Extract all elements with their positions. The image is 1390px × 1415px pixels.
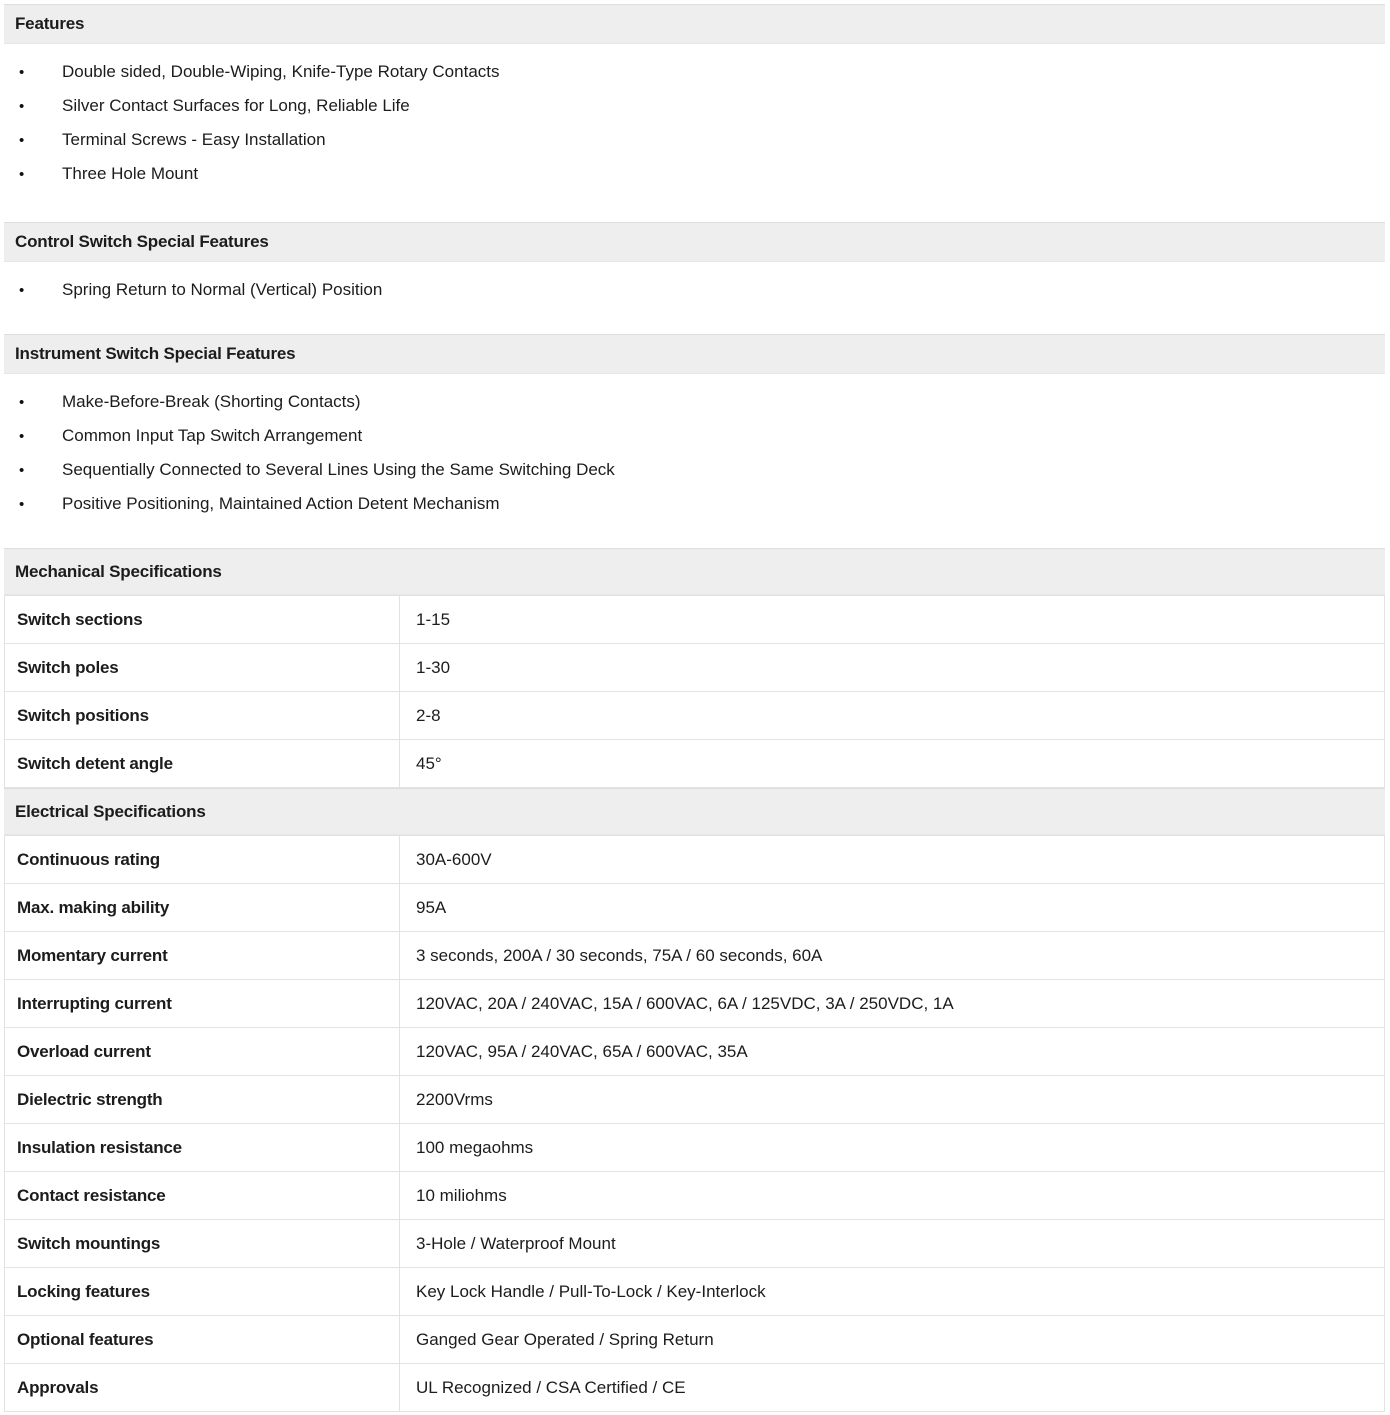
control-switch-list bbox=[4, 262, 1385, 307]
section-header-features bbox=[4, 4, 1385, 44]
table-row bbox=[5, 980, 1385, 1028]
spec-value: 2200Vrms bbox=[400, 1076, 1385, 1124]
table-row bbox=[5, 1220, 1385, 1268]
table-row bbox=[5, 1124, 1385, 1172]
table-row bbox=[5, 932, 1385, 980]
table-row bbox=[5, 884, 1385, 932]
list-item-text: Three Hole Mount bbox=[62, 164, 199, 183]
spec-value: 3 seconds, 200A / 30 seconds, 75A / 60 seconds, 60A bbox=[400, 932, 1385, 980]
spacer bbox=[4, 521, 1385, 548]
table-row bbox=[5, 1172, 1385, 1220]
spec-label: Locking features bbox=[5, 1268, 400, 1316]
list-item-text: Double sided, Double-Wiping, Knife-Type Rotary Contacts bbox=[62, 62, 500, 81]
instrument-switch-list bbox=[4, 374, 1385, 521]
bullet-icon: • bbox=[19, 131, 25, 149]
spec-value: 95A bbox=[400, 884, 1385, 932]
list-item bbox=[4, 453, 1385, 487]
bullet-icon: • bbox=[19, 97, 25, 115]
spec-label: Contact resistance bbox=[5, 1172, 400, 1220]
list-item bbox=[4, 487, 1385, 521]
spec-label: Continuous rating bbox=[5, 836, 400, 884]
bullet-icon: • bbox=[19, 281, 25, 299]
spec-value: Ganged Gear Operated / Spring Return bbox=[400, 1316, 1385, 1364]
section-title: Features bbox=[15, 14, 85, 33]
section-header-control-switch bbox=[4, 222, 1385, 262]
table-row bbox=[5, 596, 1385, 644]
electrical-specs-table bbox=[4, 835, 1385, 1412]
spec-label: Interrupting current bbox=[5, 980, 400, 1028]
spec-value: 1-30 bbox=[400, 644, 1385, 692]
table-row bbox=[5, 1268, 1385, 1316]
list-item-text: Positive Positioning, Maintained Action Detent Mechanism bbox=[62, 494, 500, 513]
list-item bbox=[4, 419, 1385, 453]
spec-value: 120VAC, 95A / 240VAC, 65A / 600VAC, 35A bbox=[400, 1028, 1385, 1076]
spec-label: Switch mountings bbox=[5, 1220, 400, 1268]
table-row bbox=[5, 1028, 1385, 1076]
spacer bbox=[4, 307, 1385, 334]
spacer bbox=[4, 191, 1385, 222]
spec-label: Switch detent angle bbox=[5, 740, 400, 788]
spec-value: 2-8 bbox=[400, 692, 1385, 740]
section-title: Mechanical Specifications bbox=[15, 561, 222, 581]
section-features bbox=[4, 4, 1385, 222]
section-header-mechanical-specs bbox=[4, 548, 1385, 595]
spec-value: Key Lock Handle / Pull-To-Lock / Key-Interlock bbox=[400, 1268, 1385, 1316]
spec-label: Switch sections bbox=[5, 596, 400, 644]
table-row bbox=[5, 1076, 1385, 1124]
list-item-text: Terminal Screws - Easy Installation bbox=[62, 130, 326, 149]
list-item-text: Sequentially Connected to Several Lines Using the Same Switching Deck bbox=[62, 460, 615, 479]
list-item-text: Common Input Tap Switch Arrangement bbox=[62, 426, 363, 445]
spec-label: Switch positions bbox=[5, 692, 400, 740]
section-electrical-specs bbox=[4, 788, 1385, 1412]
bullet-icon: • bbox=[19, 495, 25, 513]
list-item-text: Spring Return to Normal (Vertical) Position bbox=[62, 280, 383, 299]
spec-value: 120VAC, 20A / 240VAC, 15A / 600VAC, 6A / 125VDC, 3A / 250VDC, 1A bbox=[400, 980, 1385, 1028]
table-row bbox=[5, 1316, 1385, 1364]
section-header-instrument-switch bbox=[4, 334, 1385, 374]
spec-value: 1-15 bbox=[400, 596, 1385, 644]
list-item bbox=[4, 273, 1385, 307]
spec-label: Optional features bbox=[5, 1316, 400, 1364]
section-title: Instrument Switch Special Features bbox=[15, 344, 296, 363]
list-item bbox=[4, 157, 1385, 191]
bullet-icon: • bbox=[19, 461, 25, 479]
mechanical-specs-table bbox=[4, 595, 1385, 788]
table-row bbox=[5, 836, 1385, 884]
section-control-switch bbox=[4, 222, 1385, 334]
list-item bbox=[4, 123, 1385, 157]
spec-label: Overload current bbox=[5, 1028, 400, 1076]
spec-value: 45° bbox=[400, 740, 1385, 788]
list-item bbox=[4, 385, 1385, 419]
spec-label: Insulation resistance bbox=[5, 1124, 400, 1172]
spec-value: 3-Hole / Waterproof Mount bbox=[400, 1220, 1385, 1268]
features-list bbox=[4, 44, 1385, 191]
table-row bbox=[5, 692, 1385, 740]
bullet-icon: • bbox=[19, 63, 25, 81]
section-mechanical-specs bbox=[4, 548, 1385, 788]
list-item-text: Make-Before-Break (Shorting Contacts) bbox=[62, 392, 361, 411]
spec-label: Momentary current bbox=[5, 932, 400, 980]
table-row bbox=[5, 740, 1385, 788]
spec-value: 10 miliohms bbox=[400, 1172, 1385, 1220]
section-instrument-switch bbox=[4, 334, 1385, 548]
bullet-icon: • bbox=[19, 165, 25, 183]
spec-value: 100 megaohms bbox=[400, 1124, 1385, 1172]
list-item bbox=[4, 55, 1385, 89]
section-title: Control Switch Special Features bbox=[15, 232, 269, 251]
spec-label: Dielectric strength bbox=[5, 1076, 400, 1124]
list-item-text: Silver Contact Surfaces for Long, Reliable Life bbox=[62, 96, 410, 115]
section-title: Electrical Specifications bbox=[15, 801, 206, 821]
bullet-icon: • bbox=[19, 393, 25, 411]
spec-label: Max. making ability bbox=[5, 884, 400, 932]
list-item bbox=[4, 89, 1385, 123]
table-row bbox=[5, 644, 1385, 692]
bullet-icon: • bbox=[19, 427, 25, 445]
section-header-electrical-specs bbox=[4, 788, 1385, 835]
table-row bbox=[5, 1364, 1385, 1412]
spec-value: UL Recognized / CSA Certified / CE bbox=[400, 1364, 1385, 1412]
spec-value: 30A-600V bbox=[400, 836, 1385, 884]
spec-label: Approvals bbox=[5, 1364, 400, 1412]
spec-label: Switch poles bbox=[5, 644, 400, 692]
